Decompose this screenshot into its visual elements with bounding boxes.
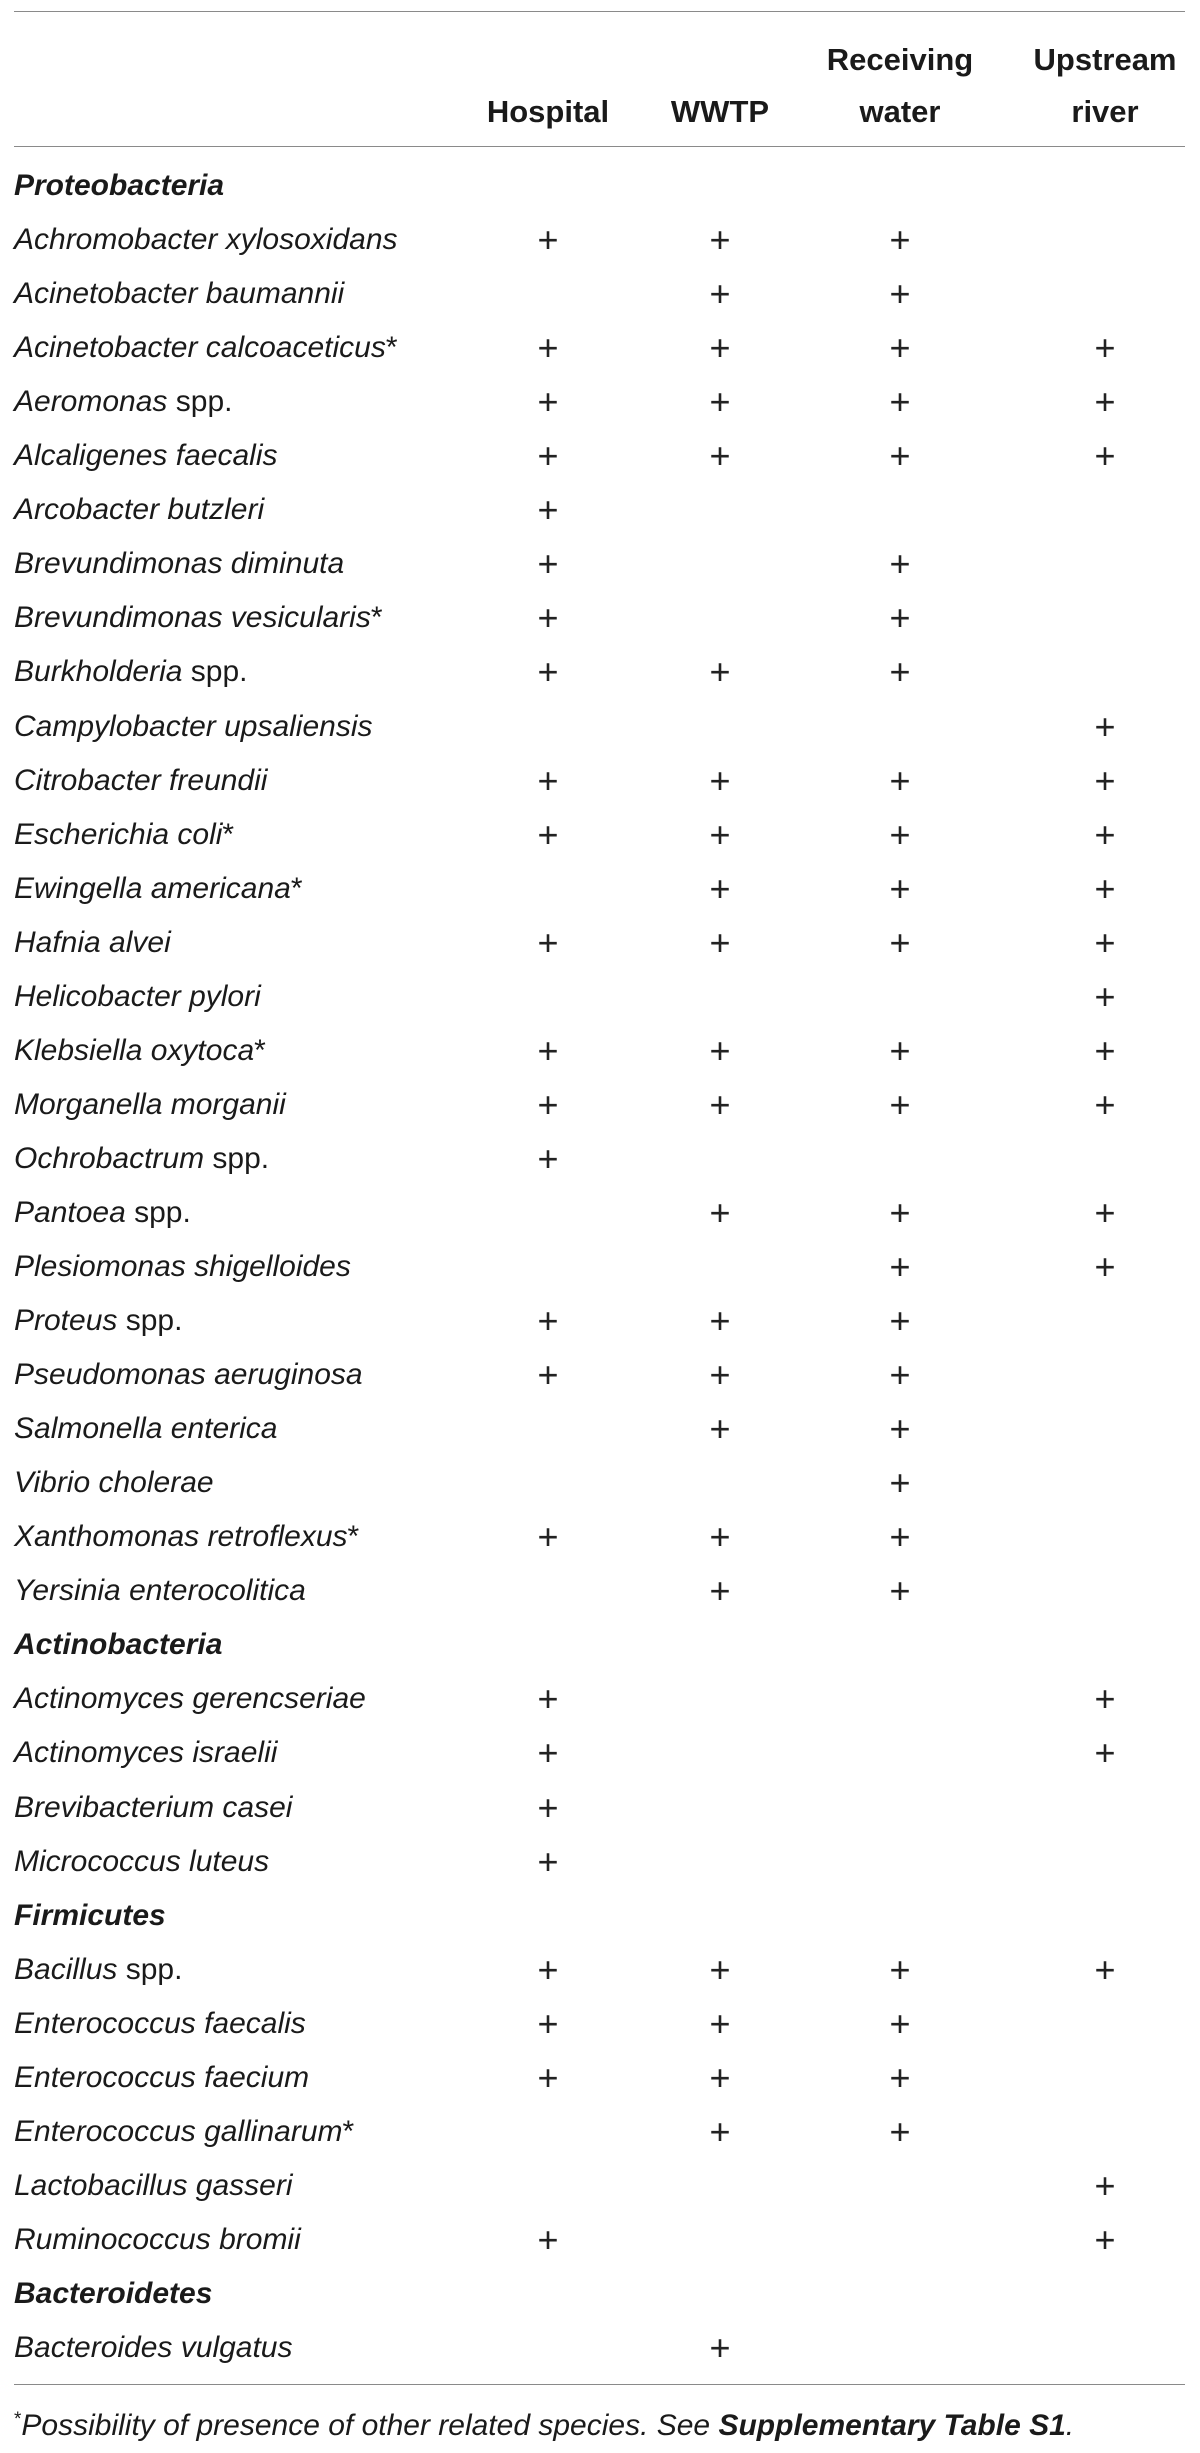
species-name-italic: Xanthomonas retroflexus <box>14 1520 348 1554</box>
species-name-italic: Campylobacter upsaliensis <box>14 709 373 743</box>
species-name <box>14 213 398 267</box>
species-name-suffix: spp. <box>125 1195 191 1229</box>
presence-mark: + <box>709 1300 731 1342</box>
species-name-italic: Achromobacter xylosoxidans <box>14 223 398 257</box>
table-row <box>0 2321 1200 2375</box>
presence-mark: + <box>537 813 559 855</box>
table-row <box>0 321 1200 375</box>
presence-mark: + <box>537 381 559 423</box>
species-name-italic: Plesiomonas shigelloides <box>14 1250 351 1283</box>
species-name <box>14 700 373 754</box>
species-name-italic: Yersinia enterocolitica <box>14 1574 306 1608</box>
presence-mark: + <box>1094 813 1116 855</box>
presence-mark: + <box>889 381 911 423</box>
species-name <box>14 483 264 537</box>
presence-mark: + <box>889 2002 911 2044</box>
table-row <box>0 700 1200 754</box>
presence-mark: + <box>709 1354 731 1396</box>
species-name <box>14 2321 293 2375</box>
species-name <box>14 1402 277 1456</box>
species-name-italic: Citrobacter freundii <box>14 763 268 797</box>
presence-mark: + <box>709 219 731 261</box>
species-name-italic: Micrococcus luteus <box>14 1844 270 1878</box>
species-name-italic: Acinetobacter calcoaceticus <box>14 331 386 365</box>
presence-mark: + <box>537 1732 559 1774</box>
species-name <box>14 1997 306 2051</box>
presence-mark: + <box>1094 2164 1116 2206</box>
presence-mark: + <box>709 2002 731 2044</box>
presence-mark: + <box>709 1408 731 1450</box>
table-row <box>0 916 1200 970</box>
presence-mark: + <box>537 651 559 693</box>
table-row <box>0 1402 1200 1456</box>
species-name-italic: Enterococcus gallinarum <box>14 2114 343 2148</box>
species-name <box>14 375 232 429</box>
presence-mark: + <box>709 1029 731 1071</box>
presence-mark: + <box>889 435 911 477</box>
presence-mark: + <box>537 1083 559 1125</box>
presence-mark: + <box>889 921 911 963</box>
species-name-italic: Hafnia alvei <box>14 925 171 959</box>
presence-mark: + <box>889 1462 911 1504</box>
phylum-group-row <box>0 1618 1200 1672</box>
presence-mark: + <box>1094 1029 1116 1071</box>
species-name <box>14 1564 306 1618</box>
table-row <box>0 970 1200 1024</box>
column-header <box>463 28 633 138</box>
presence-mark: + <box>537 1516 559 1558</box>
presence-mark: + <box>537 1029 559 1071</box>
species-name-suffix: * <box>347 1520 360 1554</box>
presence-mark: + <box>889 2056 911 2098</box>
column-header <box>805 28 995 138</box>
presence-mark: + <box>709 1191 731 1233</box>
species-name-italic: Helicobacter pylori <box>14 979 261 1013</box>
species-name-italic: Actinomyces israelii <box>14 1736 278 1770</box>
species-name <box>14 916 171 970</box>
presence-mark: + <box>1094 759 1116 801</box>
presence-mark: + <box>889 759 911 801</box>
presence-mark: + <box>537 1948 559 1990</box>
species-name-italic: Brevundimonas diminuta <box>14 547 345 581</box>
presence-mark: + <box>709 2056 731 2098</box>
species-name-italic: Escherichia coli <box>14 817 223 851</box>
table-row <box>0 1024 1200 1078</box>
species-name <box>14 2051 309 2105</box>
presence-mark: + <box>1094 1948 1116 1990</box>
presence-mark: + <box>889 1408 911 1450</box>
species-name-italic: Pseudomonas aeruginosa <box>14 1358 363 1392</box>
species-name-suffix: spp. <box>117 1952 183 1986</box>
presence-mark: + <box>709 2110 731 2152</box>
presence-mark: + <box>537 327 559 369</box>
presence-mark: + <box>537 2002 559 2044</box>
table-row <box>0 267 1200 321</box>
species-name-italic: Enterococcus faecalis <box>14 2006 306 2040</box>
presence-mark: + <box>537 1786 559 1828</box>
presence-mark: + <box>709 327 731 369</box>
presence-mark: + <box>1094 975 1116 1017</box>
phylum-name: Actinobacteria <box>14 1628 223 1662</box>
presence-mark: + <box>889 2110 911 2152</box>
species-name <box>14 1348 363 1402</box>
species-name-italic: Bacillus <box>14 1952 118 1986</box>
presence-mark: + <box>1094 921 1116 963</box>
presence-mark: + <box>889 651 911 693</box>
species-name-italic: Proteus <box>14 1304 118 1338</box>
presence-mark: + <box>537 2056 559 2098</box>
species-name <box>14 754 267 808</box>
table-row <box>0 1997 1200 2051</box>
table-row <box>0 1781 1200 1835</box>
species-name-italic: Acinetobacter baumannii <box>14 277 345 311</box>
column-header-line: water <box>859 94 941 129</box>
presence-mark: + <box>709 813 731 855</box>
table-row <box>0 1132 1200 1186</box>
presence-mark: + <box>537 759 559 801</box>
species-name-italic: Arcobacter butzleri <box>14 493 265 527</box>
species-name-italic: Salmonella enterica <box>14 1412 278 1446</box>
table-row <box>0 645 1200 699</box>
table-footer-rule <box>14 2384 1185 2385</box>
table-row <box>0 591 1200 645</box>
species-name-italic: Brevibacterium casei <box>14 1790 293 1824</box>
table-top-rule <box>14 11 1185 12</box>
presence-mark: + <box>709 381 731 423</box>
species-name <box>14 1726 277 1780</box>
footnote-end: . <box>1065 2409 1075 2442</box>
species-name-suffix: spp. <box>167 385 233 419</box>
presence-mark: + <box>1094 327 1116 369</box>
phylum-group-row <box>0 2267 1200 2321</box>
species-name <box>14 1943 182 1997</box>
table-row <box>0 537 1200 591</box>
table-row <box>0 2213 1200 2267</box>
table-footnote <box>14 2393 1074 2447</box>
species-name-italic: Brevundimonas vesicularis <box>14 601 371 635</box>
presence-mark: + <box>709 2327 731 2368</box>
table-row <box>0 213 1200 267</box>
species-name <box>14 1781 292 1835</box>
presence-mark: + <box>537 219 559 261</box>
presence-mark: + <box>709 273 731 315</box>
presence-mark: + <box>1094 435 1116 477</box>
table-row <box>0 1078 1200 1132</box>
table-row <box>0 754 1200 808</box>
column-header-line: WWTP <box>670 94 770 129</box>
presence-mark: + <box>709 1570 731 1612</box>
species-name-suffix: * <box>370 601 383 635</box>
presence-mark: + <box>1094 867 1116 909</box>
species-name-suffix: * <box>222 817 235 851</box>
table-row <box>0 1294 1200 1348</box>
table-row <box>0 483 1200 537</box>
presence-mark: + <box>537 1678 559 1720</box>
column-header-line: Receiving <box>826 42 974 77</box>
species-name <box>14 267 344 321</box>
table-row <box>0 1564 1200 1618</box>
species-name-italic: Bacteroides vulgatus <box>14 2331 293 2364</box>
species-name <box>14 1510 359 1564</box>
presence-mark: + <box>889 1516 911 1558</box>
presence-mark: + <box>889 1246 911 1287</box>
species-name-italic: Lactobacillus gasseri <box>14 2168 293 2202</box>
table-row <box>0 375 1200 429</box>
table-row <box>0 2105 1200 2159</box>
table-row <box>0 1835 1200 1889</box>
presence-mark: + <box>1094 381 1116 423</box>
presence-mark: + <box>1094 1678 1116 1720</box>
species-name-italic: Actinomyces gerencseriae <box>14 1682 366 1716</box>
presence-mark: + <box>709 651 731 693</box>
species-name <box>14 2213 301 2267</box>
presence-mark: + <box>537 1840 559 1882</box>
presence-mark: + <box>1094 2218 1116 2260</box>
presence-mark: + <box>709 1516 731 1558</box>
species-name-suffix: * <box>385 331 398 365</box>
table-row <box>0 1240 1200 1294</box>
presence-mark: + <box>709 435 731 477</box>
footnote-reference: Supplementary Table S1 <box>718 2409 1066 2442</box>
presence-mark: + <box>709 1948 731 1990</box>
phylum-group-row <box>0 1889 1200 1943</box>
column-header-line: Upstream <box>1033 42 1177 77</box>
presence-mark: + <box>889 1354 911 1396</box>
species-name <box>14 808 234 862</box>
species-name <box>14 1294 182 1348</box>
footnote-marker: * <box>14 2409 22 2430</box>
column-header-line: river <box>1071 94 1139 129</box>
presence-mark: + <box>889 1191 911 1233</box>
table-row <box>0 1348 1200 1402</box>
presence-mark: + <box>1094 1246 1116 1287</box>
presence-mark: + <box>537 1354 559 1396</box>
presence-mark: + <box>537 1300 559 1342</box>
species-name <box>14 862 303 916</box>
column-header <box>1020 28 1190 138</box>
species-name <box>14 1456 214 1510</box>
species-name <box>14 321 398 375</box>
presence-mark: + <box>1094 1732 1116 1774</box>
species-name-italic: Vibrio cholerae <box>14 1466 214 1500</box>
species-name <box>14 1672 366 1726</box>
presence-mark: + <box>1094 1083 1116 1125</box>
presence-mark: + <box>709 867 731 909</box>
species-name-italic: Enterococcus faecium <box>14 2060 310 2094</box>
presence-mark: + <box>889 219 911 261</box>
presence-mark: + <box>889 1083 911 1125</box>
species-name-italic: Ochrobactrum <box>14 1141 205 1175</box>
table-row <box>0 2051 1200 2105</box>
footnote-text: Possibility of presence of other related species. See <box>21 2409 719 2442</box>
table-row <box>0 1456 1200 1510</box>
presence-mark: + <box>537 489 559 531</box>
presence-mark: + <box>889 543 911 585</box>
species-name-suffix: * <box>342 2114 355 2148</box>
species-name <box>14 2159 292 2213</box>
table-header-rule <box>14 146 1185 147</box>
presence-mark: + <box>889 1948 911 1990</box>
phylum-name: Bacteroidetes <box>14 2276 213 2310</box>
column-header <box>645 28 795 138</box>
presence-mark: + <box>889 1029 911 1071</box>
species-name <box>14 537 344 591</box>
species-name-italic: Burkholderia <box>14 655 183 689</box>
presence-mark: + <box>537 1137 559 1179</box>
presence-mark: + <box>889 327 911 369</box>
presence-mark: + <box>709 1083 731 1125</box>
species-name-italic: Ewingella americana <box>14 871 291 905</box>
species-name-suffix: spp. <box>182 655 248 689</box>
phylum-group-row <box>0 159 1200 213</box>
species-name-italic: Klebsiella oxytoca <box>14 1033 255 1067</box>
species-name <box>14 429 277 483</box>
phylum-name: Firmicutes <box>14 1898 166 1932</box>
table-row <box>0 1943 1200 1997</box>
presence-mark: + <box>889 1300 911 1342</box>
table-row <box>0 808 1200 862</box>
species-name-suffix: spp. <box>117 1304 183 1338</box>
species-name <box>14 1186 191 1240</box>
presence-mark: + <box>537 597 559 639</box>
species-name <box>14 2105 354 2159</box>
table-row <box>0 862 1200 916</box>
presence-mark: + <box>537 921 559 963</box>
species-name <box>14 645 247 699</box>
species-name-italic: Ruminococcus bromii <box>14 2222 301 2256</box>
species-name-suffix: * <box>254 1033 266 1067</box>
species-name <box>14 1835 269 1889</box>
table-row <box>0 1510 1200 1564</box>
species-name-italic: Pantoea <box>14 1195 126 1229</box>
presence-mark: + <box>889 273 911 315</box>
table-row <box>0 2159 1200 2213</box>
column-header-line: Hospital <box>486 94 610 129</box>
presence-mark: + <box>537 2218 559 2260</box>
presence-mark: + <box>889 813 911 855</box>
species-name <box>14 1240 351 1294</box>
species-name-suffix: * <box>290 871 303 905</box>
presence-mark: + <box>709 921 731 963</box>
presence-mark: + <box>1094 705 1116 747</box>
species-name <box>14 1132 269 1186</box>
species-name <box>14 591 383 645</box>
phylum-name: Proteobacteria <box>14 169 225 202</box>
presence-mark: + <box>537 543 559 585</box>
species-name-italic: Alcaligenes faecalis <box>14 439 278 473</box>
table-row <box>0 1186 1200 1240</box>
presence-mark: + <box>889 867 911 909</box>
species-name-italic: Aeromonas <box>14 385 168 419</box>
presence-mark: + <box>889 597 911 639</box>
species-name <box>14 1024 266 1078</box>
table-row <box>0 429 1200 483</box>
presence-mark: + <box>1094 1191 1116 1233</box>
presence-mark: + <box>537 435 559 477</box>
presence-mark: + <box>709 759 731 801</box>
table-row <box>0 1672 1200 1726</box>
species-name <box>14 970 261 1024</box>
species-name-italic: Morganella morganii <box>14 1087 286 1121</box>
species-name <box>14 1078 286 1132</box>
table-row <box>0 1726 1200 1780</box>
presence-mark: + <box>889 1570 911 1612</box>
species-name-suffix: spp. <box>204 1141 270 1175</box>
